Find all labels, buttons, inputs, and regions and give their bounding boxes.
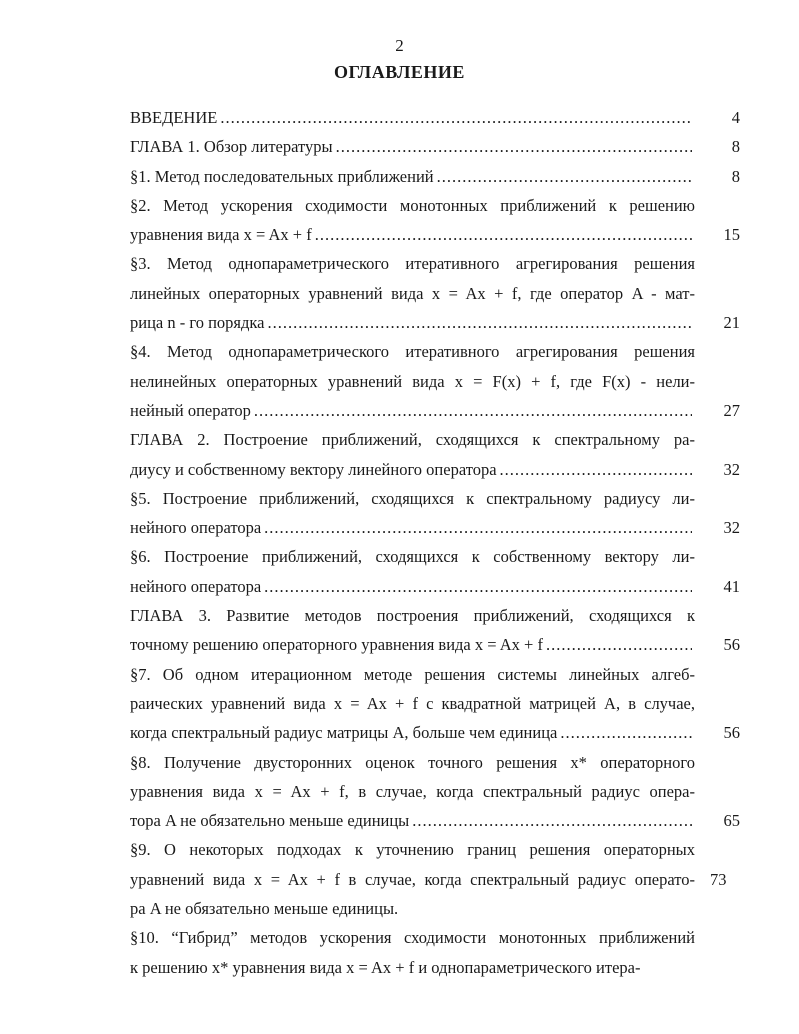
toc-entry-text: линейных операторных уравнений вида x = Ax + f, где оператор A - мат- [130,283,695,303]
toc-entry-line [130,953,740,982]
dot-leader [412,806,692,835]
toc-entry-line [130,865,740,894]
toc-entry-line [130,337,740,366]
toc-entry-text: §2. Метод ускорения сходимости монотонных приближений к решению [130,195,695,215]
toc-entry-line [130,777,740,806]
toc-entry-text: точному решению операторного уравнения вида x = Ax + f [130,635,543,655]
toc-entry-line [130,835,740,864]
toc-entry-text: уравнений вида x = Ax + f в случае, когда спектральный радиус операто- [130,869,695,889]
toc-entry-line [130,630,740,659]
toc-entry[interactable] [130,835,740,923]
toc-entry-text: §7. Об одном итерационном методе решения системы линейных алгеб- [130,664,695,684]
toc-entry-text: раических уравнений вида x = Ax + f с квадратной матрицей A, в случае, [130,693,695,713]
toc-entry-line [130,220,740,249]
toc-entry-line [130,396,740,425]
toc-entry-line [130,425,740,454]
toc-page-number: 27 [723,400,740,420]
toc-entry[interactable] [130,103,740,132]
toc-entry-line [130,542,740,571]
toc-entry-text: нейного оператора [130,576,262,596]
dot-leader [220,103,692,132]
dot-leader [254,396,692,425]
toc-entry-text: §5. Построение приближений, сходящихся к спектральному радиусу ли- [130,488,695,508]
toc-page-number: 8 [731,137,740,157]
toc-entry-text: диусу и собственному вектору линейного оператора [130,459,497,479]
toc-page-number: 41 [723,576,740,596]
toc-page-number: 56 [723,635,740,655]
toc-entry-line [130,601,740,630]
toc-page-number: 8 [731,166,740,186]
toc-entry[interactable] [130,132,740,161]
toc-entry-line [130,660,740,689]
toc-entry[interactable] [130,484,740,543]
toc-entry[interactable] [130,660,740,748]
toc-entry[interactable] [130,748,740,836]
toc-entry-line [130,455,740,484]
toc-entry-text: ВВЕДЕНИЕ [130,108,218,127]
toc-entry-line [130,806,740,835]
toc-entry[interactable] [130,162,740,191]
toc-page-number: 73 [710,869,727,889]
toc-entry-text: §4. Метод однопараметрического итеративного агрегирования решения [130,342,695,362]
toc-entry-line [130,748,740,777]
toc-entry-line [130,308,740,337]
toc-entry-text: тора A не обязательно меньше единицы [130,811,410,831]
toc-entry[interactable] [130,425,740,484]
toc-entry[interactable] [130,542,740,601]
dot-leader [264,513,692,542]
toc-entry-text: уравнения вида x = Ax + f, в случае, когда спектральный радиус опера- [130,781,695,801]
toc-entry-line [130,894,740,923]
toc-entry[interactable] [130,249,740,337]
toc-entry-line [130,718,740,747]
toc-entry-text: §10. “Гибрид” методов ускорения сходимости монотонных приближений [130,928,695,948]
toc-entry-text: когда спектральный радиус матрицы A, больше чем единица [130,723,558,743]
toc-page-number: 4 [731,108,740,127]
toc-entry-line [130,689,740,718]
toc-entry-line [130,513,740,542]
toc-entry-line [130,484,740,513]
toc-entry-text: ра A не обязательно меньше единицы. [130,899,399,919]
toc-entry-text: нейного оператора [130,518,262,538]
table-of-contents [130,103,740,982]
toc-entry-text: нейный оператор [130,400,251,420]
page-title: ОГЛАВЛЕНИЕ [334,62,465,82]
toc-entry[interactable] [130,601,740,660]
toc-entry-text: уравнения вида x = Ax + f [130,225,312,245]
toc-entry-text: ГЛАВА 2. Построение приближений, сходящихся к спектральному ра- [130,430,695,450]
dot-leader [336,132,692,161]
toc-entry-line [130,191,740,220]
toc-entry-line [130,249,740,278]
toc-entry-text: к решению x* уравнения вида x = Ax + f и однопараметрического итера- [130,957,641,977]
dot-leader [268,308,693,337]
toc-entry-text: рица n - го порядка [130,313,265,333]
toc-page-number: 56 [723,723,740,743]
dot-leader [500,455,692,484]
dot-leader [315,220,692,249]
toc-entry-line [130,162,740,191]
toc-page-number: 32 [723,518,740,538]
toc-entry-text: нелинейных операторных уравнений вида x = F(x) + f, где F(x) - нели- [130,371,695,391]
toc-entry[interactable] [130,337,740,425]
toc-entry-text: §8. Получение двусторонних оценок точного решения x* операторного [130,752,695,772]
toc-entry[interactable] [130,923,740,982]
page-number: 2 [395,36,404,55]
toc-entry-text: §6. Построение приближений, сходящихся к собственному вектору ли- [130,547,695,567]
toc-page-number: 65 [723,811,740,831]
dot-leader [264,572,692,601]
toc-entry-line [130,132,740,161]
dot-leader [546,630,692,659]
dot-leader [560,718,692,747]
toc-page-number: 21 [723,313,740,333]
dot-leader [437,162,692,191]
toc-entry-text: §3. Метод однопараметрического итеративного агрегирования решения [130,254,695,274]
toc-entry-text: ГЛАВА 1. Обзор литературы [130,137,333,157]
toc-page-number: 15 [723,225,740,245]
toc-entry[interactable] [130,191,740,250]
toc-page-number: 32 [723,459,740,479]
toc-entry-line [130,367,740,396]
toc-entry-line [130,572,740,601]
toc-entry-text: ГЛАВА 3. Развитие методов построения приближений, сходящихся к [130,606,695,626]
toc-entry-line [130,103,740,132]
toc-entry-text: §1. Метод последовательных приближений [130,166,434,186]
toc-entry-line [130,279,740,308]
toc-entry-line [130,923,740,952]
toc-entry-text: §9. О некоторых подходах к уточнению границ решения операторных [130,840,695,860]
